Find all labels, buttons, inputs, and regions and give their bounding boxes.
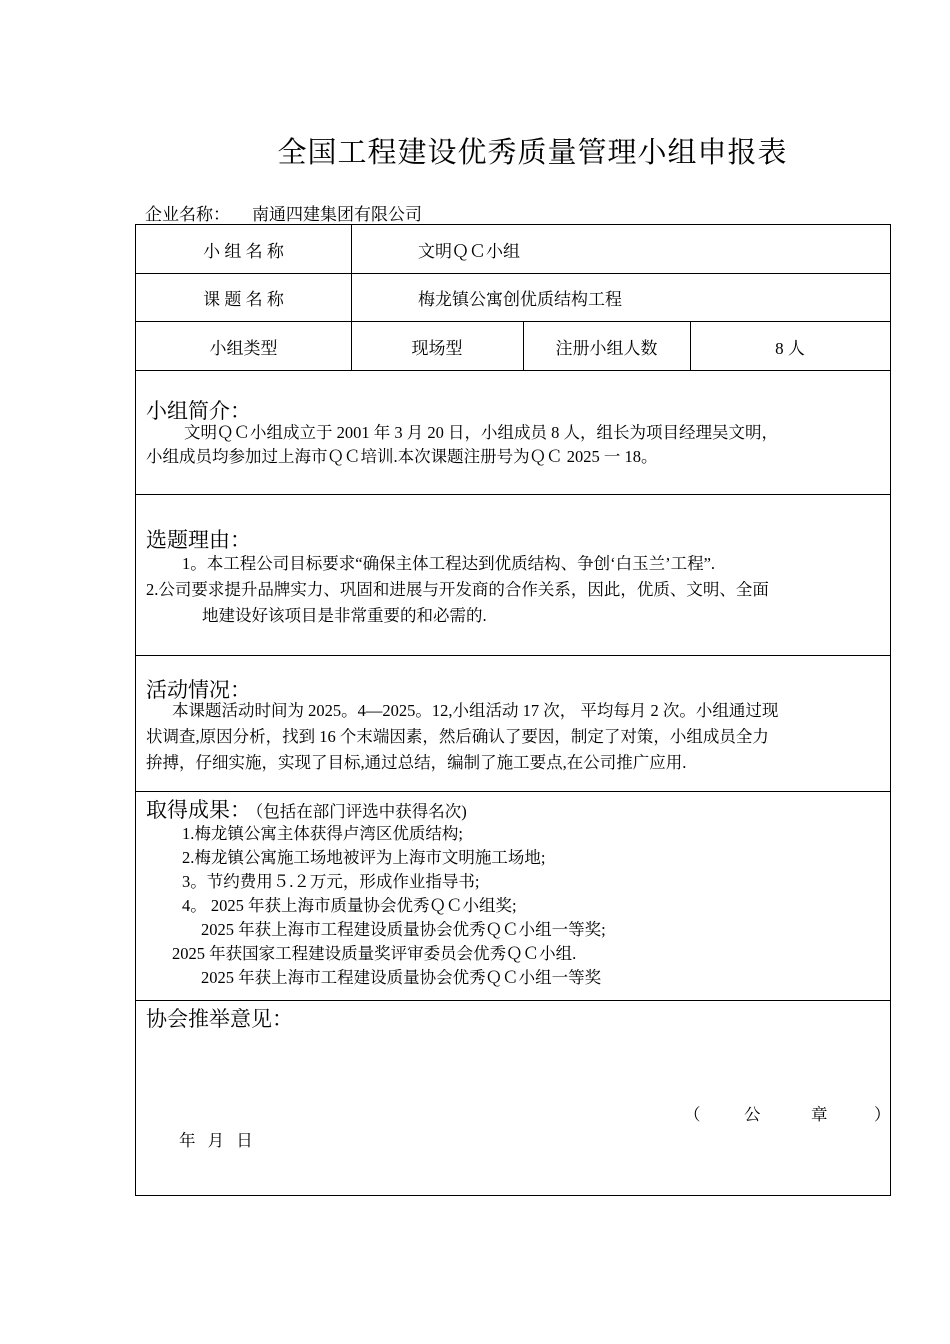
group-name-label: 小 组 名 称 xyxy=(203,241,284,261)
result-item: 2025 年获上海市工程建设质量协会优秀ＱＣ小组一等奖; xyxy=(201,920,606,939)
seal-open: （ xyxy=(684,1105,701,1124)
date-line: 年 月 日 xyxy=(179,1131,253,1150)
reason-line: 1。本工程公司目标要求“确保主体工程达到优质结构、争创‘白玉兰’工程”. xyxy=(182,554,716,573)
results-section xyxy=(136,792,890,1001)
topic-reason-text xyxy=(146,551,880,629)
members-value: 8 人 xyxy=(775,338,805,358)
topic-reason-section xyxy=(136,495,890,656)
seal-close: ） xyxy=(874,1105,891,1124)
activity-text xyxy=(146,698,880,776)
topic-row xyxy=(136,274,890,322)
activity-line: 状调查,原因分析，找到 16 个末端因素，然后确认了要因，制定了对策，小组成员全力 xyxy=(146,727,769,746)
type-row xyxy=(136,322,890,371)
topic-label: 课 题 名 称 xyxy=(203,290,284,309)
result-item: 3。节约费用５.２万元，形成作业指导书; xyxy=(182,872,480,891)
reason-line: 2.公司要求提升品牌实力、巩固和进展与开发商的合作关系，因此，优质、文明、全面 xyxy=(146,580,769,599)
topic-value: 梅龙镇公寓创优质结构工程 xyxy=(418,290,622,309)
activity-section xyxy=(136,656,890,792)
results-note: （包括在部门评选中获得名次) xyxy=(255,802,467,821)
group-type-value: 现场型 xyxy=(411,338,463,358)
activity-line: 本课题活动时间为 2025。4—2025。12,小组活动 17 次， 平均每月 2 次。小组通过现 xyxy=(172,701,779,720)
group-intro-heading: 小组简介： xyxy=(146,399,251,423)
activity-heading: 活动情况： xyxy=(146,678,251,702)
intro-line: 小组成员均参加过上海市ＱＣ培训.本次课题注册号为ＱＣ 2025 一 18。 xyxy=(146,447,658,466)
group-intro-text xyxy=(146,421,880,469)
result-item: 4。 2025 年获上海市质量协会优秀ＱＣ小组奖; xyxy=(182,896,517,915)
intro-line: 文明ＱＣ小组成立于 2001 年 3 月 20 日，小组成员 8 人，组长为项目经理吴文明， xyxy=(184,423,778,442)
group-intro-section xyxy=(136,371,890,495)
page-title: 全国工程建设优秀质量管理小组申报表 xyxy=(277,137,788,169)
results-heading: 取得成果： xyxy=(146,798,251,822)
recommendation-section xyxy=(136,1001,890,1195)
result-item: 2025 年获国家工程建设质量奖评审委员会优秀ＱＣ小组. xyxy=(172,944,577,963)
recommendation-heading: 协会推举意见： xyxy=(146,1007,293,1031)
seal-char-b: 章 xyxy=(811,1105,828,1124)
result-item: 1.梅龙镇公寓主体获得卢湾区优质结构; xyxy=(182,824,463,843)
result-item: 2025 年获上海市工程建设质量协会优秀ＱＣ小组一等奖 xyxy=(201,968,602,987)
company-label: 企业名称： xyxy=(145,205,230,224)
group-type-label: 小组类型 xyxy=(209,338,278,358)
reason-line: 地建设好该项目是非常重要的和必需的. xyxy=(202,606,487,625)
activity-line: 拚搏，仔细实施，实现了目标,通过总结，编制了施工要点,在公司推广应用. xyxy=(146,753,687,772)
result-item: 2.梅龙镇公寓施工场地被评为上海市文明施工场地; xyxy=(182,848,546,867)
topic-reason-heading: 选题理由： xyxy=(146,528,251,552)
members-label: 注册小组人数 xyxy=(555,338,658,358)
group-name-value: 文明ＱＣ小组 xyxy=(418,241,520,261)
seal-char-a: 公 xyxy=(744,1105,761,1124)
application-form-table xyxy=(135,224,891,1196)
group-name-row xyxy=(136,225,890,274)
company-name: 南通四建集团有限公司 xyxy=(252,205,422,224)
company-line xyxy=(145,200,422,225)
